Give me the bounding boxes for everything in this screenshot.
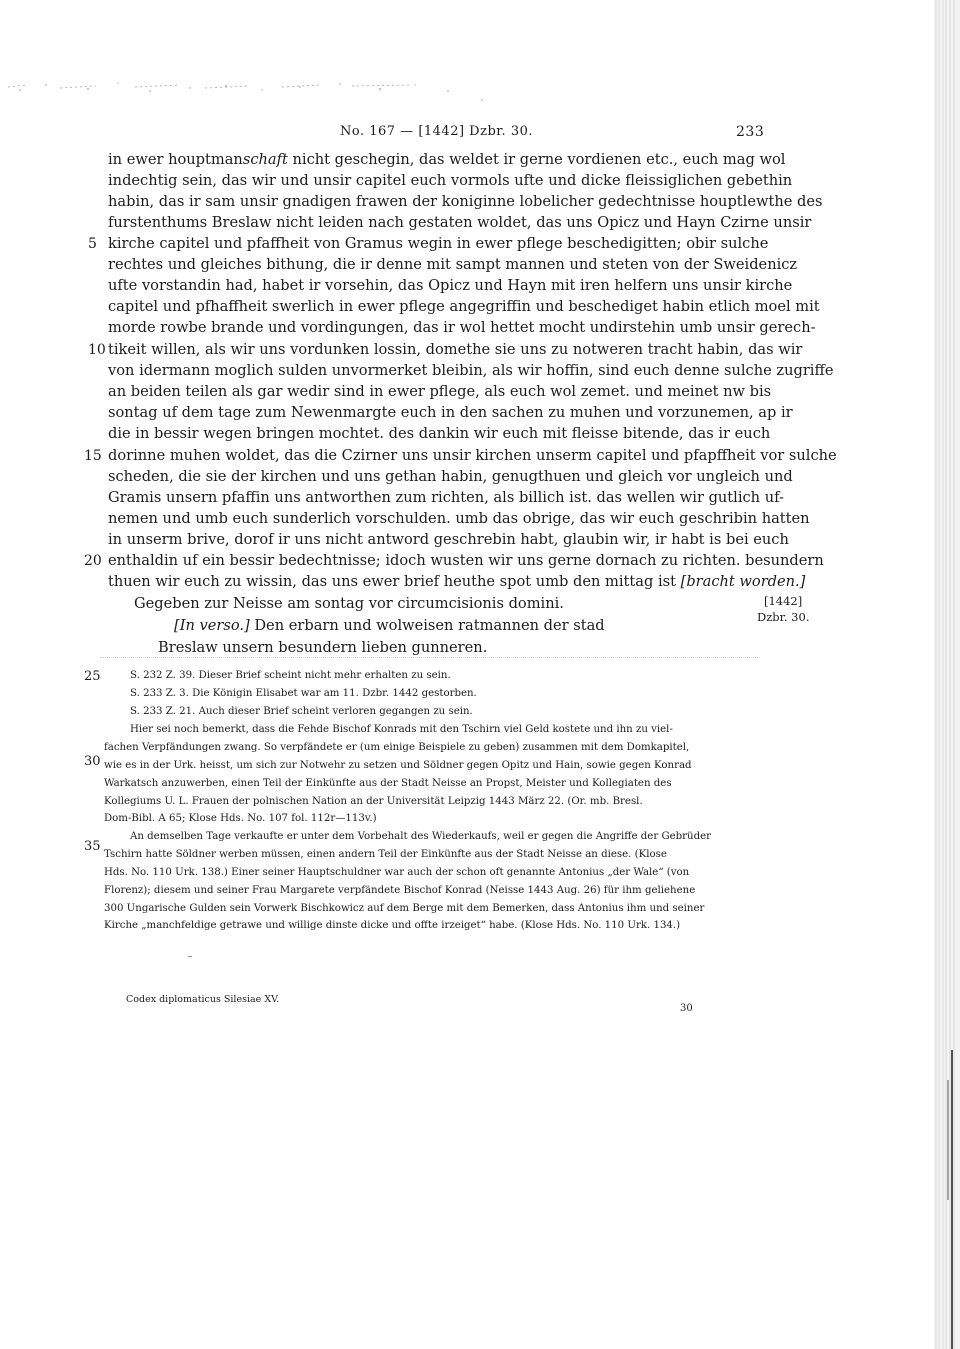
- text-line: [108, 551, 824, 571]
- text-segment: nemen und umb euch sunderlich vorschulden. umb das obrige, das wir euch geschribin hatten: [108, 510, 810, 527]
- footnote-line: S. 232 Z. 39. Dieser Brief scheint nicht mehr erhalten zu sein.: [130, 670, 451, 681]
- footnote-line: S. 233 Z. 21. Auch dieser Brief scheint verloren gegangen zu sein.: [130, 706, 473, 717]
- text-segment: kirche capitel und pfaffheit von Gramus wegin in ewer pflege beschedigitten; obir sulche: [108, 235, 769, 252]
- text-line: [134, 594, 564, 614]
- text-segment: nicht geschegin, das weldet ir gerne vordienen etc., euch mag wol: [287, 151, 786, 168]
- text-line: [108, 318, 816, 338]
- footnote-line: Kollegiums U. L. Frauen der polnischen Nation an der Universität Leipzig 1443 März 22. (Or. mb. Bresl.: [104, 796, 643, 807]
- footnote-line: Florenz); diesem und seiner Frau Margarete verpfändete Bischof Konrad (Neisse 1443 Aug. 26) für ihm geliehene: [104, 885, 696, 896]
- text-line: [158, 638, 487, 658]
- text-line: [108, 382, 771, 402]
- text-segment: sontag uf dem tage zum Newenmargte euch in den sachen zu muhen und vorzunemen, ap ir: [108, 404, 793, 421]
- text-line: [108, 255, 797, 275]
- page-number: 233: [736, 124, 765, 140]
- text-line: [108, 192, 822, 212]
- text-segment: an beiden teilen als gar wedir sind in ewer pflege, als euch wol zemet. und meinet nw bis: [108, 383, 772, 400]
- italic-text: schaft: [242, 151, 288, 168]
- text-line: [108, 276, 792, 296]
- text-line: [108, 361, 833, 381]
- text-segment: tikeit willen, als wir uns vordunken lossin, domethe sie uns zu notweren tracht habin, das wir: [108, 341, 803, 358]
- footer-signature: 30: [680, 1003, 693, 1014]
- text-line: [108, 572, 805, 592]
- line-number: 25: [84, 669, 101, 684]
- text-line: [108, 297, 820, 317]
- text-line: [174, 616, 605, 636]
- scan-dot: [188, 956, 192, 957]
- footnote-line: 300 Ungarische Gulden sein Vorwerk Bischkowicz auf dem Berge mit dem Bemerken, dass Antonius ihm und seiner: [104, 903, 705, 914]
- running-header: No. 167 — [1442] Dzbr. 30.: [340, 124, 533, 139]
- line-number: 15: [84, 448, 102, 464]
- text-segment: dorinne muhen woldet, das die Czirner uns unsir kirchen unserm capitel und pfapffheit vor sulche: [108, 447, 837, 464]
- footnote-line: fachen Verpfändungen zwang. So verpfändete er (um einige Beispiele zu geben) zusammen mit dem Domkapitel,: [104, 742, 690, 753]
- text-segment: Breslaw unsern besundern lieben gunneren.: [158, 639, 488, 656]
- line-number: 5: [88, 236, 97, 252]
- line-number: 10: [88, 342, 106, 358]
- text-line: [108, 488, 784, 508]
- text-line: [108, 424, 770, 444]
- text-segment: Gegeben zur Neisse am sontag vor circumcisionis domini.: [134, 595, 564, 612]
- scan-edge-right: [924, 0, 960, 1349]
- footer-series-title: Codex diplomaticus Silesiae XV.: [126, 994, 280, 1005]
- footnote-line: Warkatsch anzuwerben, einen Teil der Einkünfte aus der Stadt Neisse an Propst, Meister und Kollegiaten des: [104, 778, 672, 789]
- margin-date-year: [1442]: [764, 594, 803, 608]
- footnote-line: S. 233 Z. 3. Die Königin Elisabet war am 11. Dzbr. 1442 gestorben.: [130, 688, 477, 699]
- footnote-line: Hier sei noch bemerkt, dass die Fehde Bischof Konrads mit den Tschirn viel Geld kostete und ihn zu viel-: [130, 724, 673, 735]
- footnote-line: Dom-Bibl. A 65; Klose Hds. No. 107 fol. 112r—113v.): [104, 813, 377, 824]
- italic-text: [In verso.]: [174, 617, 250, 634]
- text-segment: habin, das ir sam unsir gnadigen frawen der koniginne lobelicher gedechtnisse houptlewthe des: [108, 193, 823, 210]
- text-segment: indechtig sein, das wir und unsir capitel euch vormols ufte und dicke fleissiglichen gebethin: [108, 172, 793, 189]
- text-segment: in ewer houptman: [108, 151, 243, 168]
- notes-divider: [100, 657, 760, 658]
- text-segment: ufte vorstandin had, habet ir vorsehin, das Opicz und Hayn mit iren helfern uns unsir kirche: [108, 277, 793, 294]
- line-number: 30: [84, 754, 101, 769]
- text-segment: capitel und pfhaffheit swerlich in ewer pflege angegriffin und beschediget habin etlich moel mit: [108, 298, 820, 315]
- line-number: 35: [84, 839, 101, 854]
- line-number: 20: [84, 553, 102, 569]
- footnote-line: Tschirn hatte Söldner werben müssen, einen andern Teil der Einkünfte aus der Stadt Neisse an diese. (Klose: [104, 849, 667, 860]
- text-line: [108, 446, 837, 466]
- footnote-line: Kirche „manchfeldige getrawe und willige dinste dicke und offte irzeiget“ habe. (Klose Hds. No. 110 Urk. 134.): [104, 920, 681, 931]
- text-segment: die in bessir wegen bringen mochtet. des dankin wir euch mit fleisse bitende, das ir euch: [108, 425, 771, 442]
- footnote-line: Hds. No. 110 Urk. 138.) Einer seiner Hauptschuldner war auch der schon oft genannte Antonius „der Wale“ (von: [104, 867, 690, 878]
- text-segment: scheden, die sie der kirchen und uns gethan habin, genugthuen und gleich vor ungleich und: [108, 468, 793, 485]
- text-line: [108, 530, 789, 550]
- italic-text: [bracht worden.]: [680, 573, 806, 590]
- footnote-line: An demselben Tage verkaufte er unter dem Vorbehalt des Wiederkaufs, weil er gegen die Angriffe der Gebrüder: [130, 831, 711, 842]
- text-segment: furstenthums Breslaw nicht leiden nach gestaten woldet, das uns Opicz und Hayn Czirne unsir: [108, 214, 812, 231]
- text-segment: enthaldin uf ein bessir bedechtnisse; idoch wusten wir uns gerne dornach zu richten. besundern: [108, 552, 824, 569]
- text-line: [108, 171, 792, 191]
- text-line: [108, 150, 785, 170]
- footnote-line: wie es in der Urk. heisst, um sich zur Notwehr zu setzen und Söldner gegen Opitz und Hain, sowie gegen Konrad: [104, 760, 692, 771]
- text-segment: Den erbarn und wolweisen ratmannen der stad: [249, 617, 605, 634]
- text-line: [108, 509, 810, 529]
- scan-noise-top: [0, 55, 520, 115]
- text-line: [108, 213, 811, 233]
- text-segment: morde rowbe brande und vordingungen, das ir wol hettet mocht undirstehin umb unsir gerech-: [108, 319, 816, 336]
- text-line: [108, 467, 793, 487]
- text-segment: thuen wir euch zu wissin, das uns ewer brief heuthe spot umb den mittag ist: [108, 573, 681, 590]
- text-segment: rechtes und gleiches bithung, die ir denne mit sampt mannen und steten von der Sweidenicz: [108, 256, 798, 273]
- text-segment: in unserm brive, dorof ir uns nicht antword geschrebin habt, glaubin wir, ir habt is bei euch: [108, 531, 789, 548]
- text-line: [108, 340, 802, 360]
- margin-date-day: Dzbr. 30.: [757, 610, 810, 624]
- text-segment: Gramis unsern pfaffin uns antworthen zum richten, als billich ist. das wellen wir gutlich uf-: [108, 489, 784, 506]
- text-segment: von idermann moglich sulden unvormerket bleibin, als wir hoffin, sind euch denne sulche zugriffe: [108, 362, 834, 379]
- text-line: [108, 234, 768, 254]
- text-line: [108, 403, 793, 423]
